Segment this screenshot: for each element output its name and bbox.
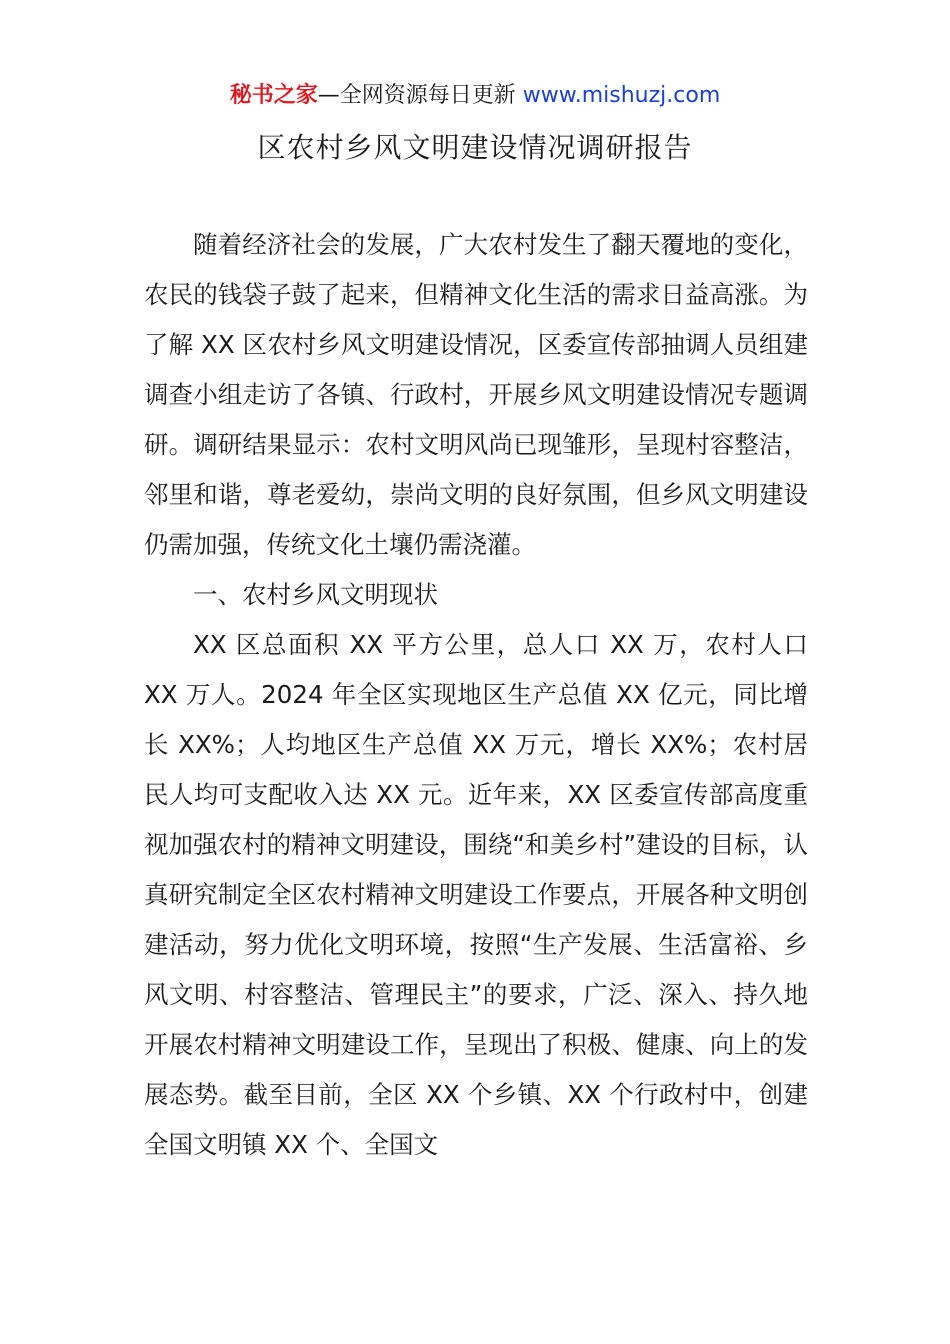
document-title: 区农村乡风文明建设情况调研报告 — [257, 131, 693, 164]
paragraph-intro: 随着经济社会的发展，广大农村发生了翻天覆地的变化，农民的钱袋子鼓了起来，但精神文化生活的需求日益高涨。为了解 XX 区农村乡风文明建设情况，区委宣传部抽调人员组建调查小组走访了各镇、行政村，开展乡风文明建设情况专题调研。调研结果显示：农村文明风尚已现雏形，呈现村容整洁，邻里和谐，尊老爱幼，崇尚文明的良好氛围，但乡风文明建设仍需加强，传统文化土壤仍需浇灌。 — [144, 230, 808, 559]
header-tagline: —全网资源每日更新 — [317, 83, 523, 108]
paragraph-status: XX 区总面积 XX 平方公里，总人口 XX 万，农村人口 XX 万人。2024 年全区实现地区生产总值 XX 亿元，同比增长 XX%；人均地区生产总值 XX 万元，增长 XX%；农村居民人均可支配收入达 XX 元。近年来，XX 区委宣传部高度重视加强农村的精神文明建设，围绕“和美乡村”建设的目标，认真研究制定全区农村精神文明建设工作要点，开展各种文明创建活动，努力优化文明环境，按照“生产发展、生活富裕、乡风文明、村容整洁、管理民主”的要求，广泛、深入、持久地开展农村精神文明建设工作，呈现出了积极、健康、向上的发展态势。截至目前，全区 XX 个乡镇、XX 个行政村中，创建全国文明镇 XX 个、全国文 — [144, 630, 808, 1159]
section-heading: 一、农村乡风文明现状 — [193, 580, 438, 609]
brand-name: 秘书之家 — [229, 83, 318, 108]
site-header — [0, 80, 950, 112]
document-body — [144, 220, 808, 1170]
site-url-link[interactable]: www.mishuzj.com — [522, 83, 721, 108]
